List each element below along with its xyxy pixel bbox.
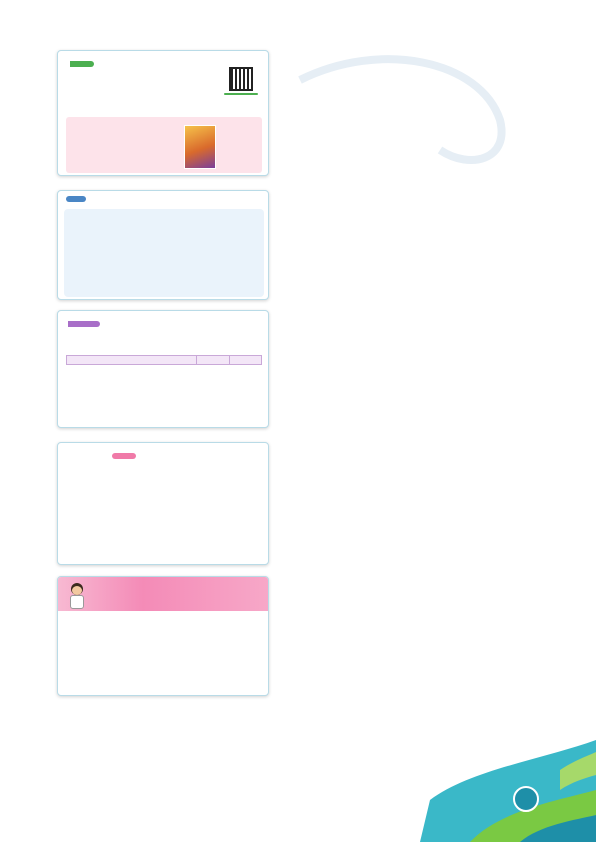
sumatif-description	[310, 582, 570, 671]
asesmen-thumbnail	[57, 442, 269, 565]
refleksi-description	[313, 329, 553, 382]
proyek-description	[313, 92, 533, 110]
refleksi-table	[66, 355, 262, 365]
qr-code	[229, 67, 253, 91]
rangkuman-description	[313, 212, 553, 248]
asesmen-description	[313, 446, 563, 535]
page-number-badge	[513, 786, 539, 812]
student-illustration	[68, 583, 86, 611]
qr-label	[224, 93, 258, 95]
rangkuman-content	[64, 209, 264, 297]
book-cover-image	[184, 125, 216, 169]
report-panel	[66, 117, 262, 173]
refleksi-col-1	[67, 356, 197, 365]
refleksi-col-3	[229, 356, 262, 365]
asesmen-tag	[112, 453, 136, 459]
refleksi-thumbnail	[57, 310, 269, 428]
sumatif-header	[58, 577, 269, 611]
rangkuman-tag	[66, 196, 86, 202]
rangkuman-thumbnail	[57, 190, 269, 300]
proyek-membaca-thumbnail	[57, 50, 269, 176]
refleksi-col-2	[197, 356, 230, 365]
refleksi-tag	[68, 321, 100, 327]
sumatif-thumbnail	[57, 576, 269, 696]
proyek-membaca-tag	[70, 61, 94, 67]
